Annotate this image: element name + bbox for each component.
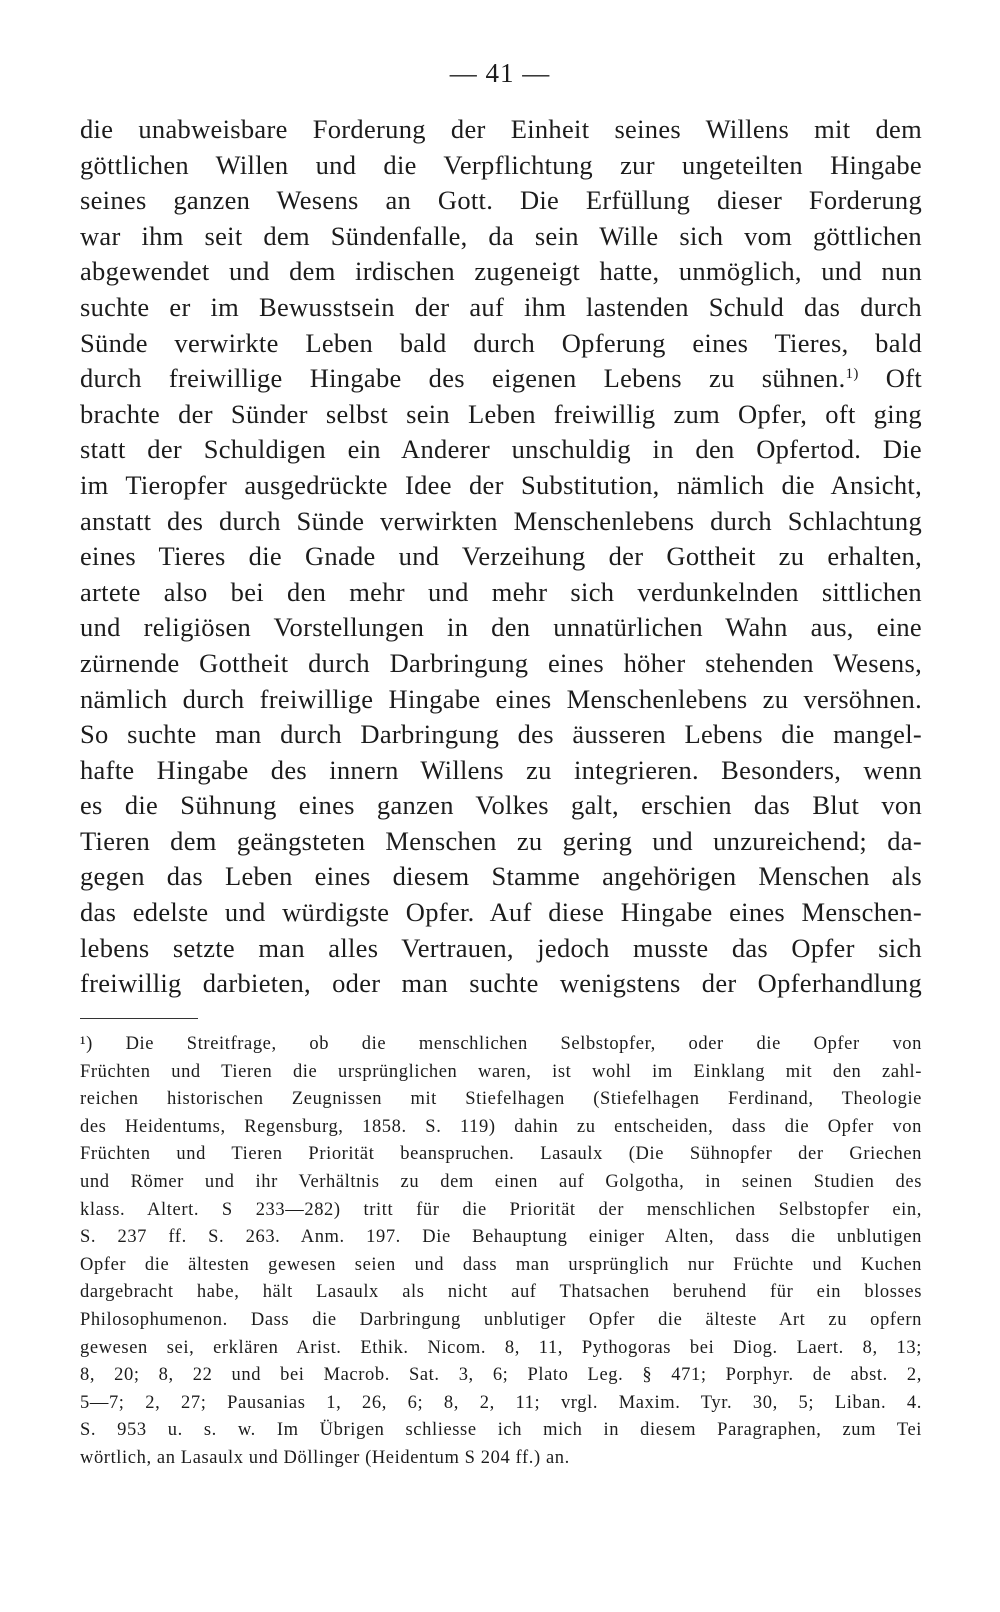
text-line: anstatt des durch Sünde verwirkten Menschenlebens durch Schlachtung [80, 505, 922, 536]
text-line: es die Sühnung eines ganzen Volkes galt, erschien das Blut von [80, 790, 922, 821]
text-line-segment: Oft [885, 363, 922, 394]
footnote-line: und Römer und ihr Verhältnis zu dem einen auf Golgotha, in seinen Studien des [80, 1171, 922, 1192]
text-line: eines Tieres die Gnade und Verzeihung der Gottheit zu erhalten, [80, 541, 922, 572]
text-line: gegen das Leben eines diesem Stamme angehörigen Menschen als [80, 861, 922, 892]
text-line: und religiösen Vorstellungen in den unnatürlichen Wahn aus, eine [80, 612, 922, 643]
text-line: Sünde verwirkte Leben bald durch Opferung eines Tieres, bald [80, 327, 922, 358]
text-line: freiwillig darbieten, oder man suchte wenigstens der Opferhandlung [80, 968, 922, 999]
text-line: artete also bei den mehr und mehr sich verdunkelnden sittlichen [80, 576, 922, 607]
footnote-line: ¹) Die Streitfrage, ob die menschlichen Selbstopfer, oder die Opfer von [80, 1034, 922, 1054]
footnote-line: dargebracht habe, hält Lasaulx als nicht auf Thatsachen beruhend für ein blosses [80, 1282, 922, 1303]
text-line: die unabweisbare Forderung der Einheit seines Willens mit dem [80, 114, 922, 144]
footnote-line: 5—7; 2, 27; Pausanias 1, 26, 6; 8, 2, 11; vrgl. Maxim. Tyr. 30, 5; Liban. 4. [80, 1392, 922, 1413]
text-line: lebens setzte man alles Vertrauen, jedoch musste das Opfer sich [80, 932, 922, 963]
footnote-block [80, 1031, 922, 1473]
text-line: seines ganzen Wesens an Gott. Die Erfüllung dieser Forderung [80, 185, 922, 216]
text-line: abgewendet und dem irdischen zugeneigt hatte, unmöglich, und nun [80, 256, 922, 287]
text-line: Tieren dem geängsteten Menschen zu gering und unzureichend; da- [80, 825, 922, 856]
text-line: göttlichen Willen und die Verpflichtung zur ungeteilten Hingabe [80, 149, 922, 180]
footnote-line: klass. Altert. S 233—282) tritt für die Priorität der menschlichen Selbstopfer ein, [80, 1199, 922, 1220]
footnote-line: reichen historischen Zeugnissen mit Stiefelhagen (Stiefelhagen Ferdinand, Theologie [80, 1089, 922, 1110]
text-line: zürnende Gottheit durch Darbringung eines höher stehenden Wesens, [80, 647, 922, 678]
footnote-line: S. 237 ff. S. 263. Anm. 197. Die Behauptung einiger Alten, dass die unblutigen [80, 1227, 922, 1248]
footnote-reference[interactable]: 1) [845, 366, 859, 383]
footnote-line: des Heidentums, Regensburg, 1858. S. 119) dahin zu entscheiden, dass die Opfer von [80, 1116, 922, 1137]
page-number: — 41 — [449, 58, 551, 88]
text-line: war ihm seit dem Sündenfalle, da sein Wille sich vom göttlichen [80, 220, 922, 251]
text-line: statt der Schuldigen ein Anderer unschuldig in den Opfertod. Die [80, 434, 922, 465]
text-line: hafte Hingabe des innern Willens zu integrieren. Besonders, wenn [80, 754, 922, 785]
footnote-line: Früchten und Tieren die ursprünglichen waren, ist wohl im Einklang mit den zahl- [80, 1061, 922, 1082]
footnote-line: Philosophumenon. Dass die Darbringung unblutiger Opfer die älteste Art zu opfern [80, 1309, 922, 1330]
text-line: im Tieropfer ausgedrückte Idee der Substitution, nämlich die Ansicht, [80, 469, 922, 500]
footnote-line: gewesen sei, erklären Arist. Ethik. Nicom. 8, 11, Pythogoras bei Diog. Laert. 8, 13; [80, 1337, 922, 1358]
text-line: suchte er im Bewusstsein der auf ihm lastenden Schuld das durch [80, 291, 922, 322]
footnote-line: 8, 20; 8, 22 und bei Macrob. Sat. 3, 6; Plato Leg. § 471; Porphyr. de abst. 2, [80, 1365, 922, 1386]
text-line-with-footnote-ref [80, 361, 922, 397]
footnote-divider [80, 1018, 198, 1019]
text-line: nämlich durch freiwillige Hingabe eines Menschenlebens zu versöhnen. [80, 683, 922, 714]
footnote-line: Früchten und Tieren Priorität beanspruchen. Lasaulx (Die Sühnopfer der Griechen [80, 1144, 922, 1165]
footnote-line: wörtlich, an Lasaulx und Döllinger (Heidentum S 204 ff.) an. [80, 1447, 570, 1468]
text-line: das edelste und würdigste Opfer. Auf diese Hingabe eines Menschen- [80, 897, 922, 928]
footnote-line: S. 953 u. s. w. Im Übrigen schliesse ich mich in diesem Paragraphen, zum Tei [80, 1420, 922, 1441]
footnote-line: Opfer die ältesten gewesen seien und dass man ursprünglich nur Früchte und Kuchen [80, 1254, 922, 1275]
text-line: So suchte man durch Darbringung des äusseren Lebens die mangel- [80, 719, 922, 750]
text-line-segment: durch freiwillige Hingabe des eigenen Lebens zu sühnen. [80, 363, 846, 394]
text-line: brachte der Sünder selbst sein Leben freiwillig zum Opfer, oft ging [80, 398, 922, 429]
main-text [80, 112, 922, 1002]
